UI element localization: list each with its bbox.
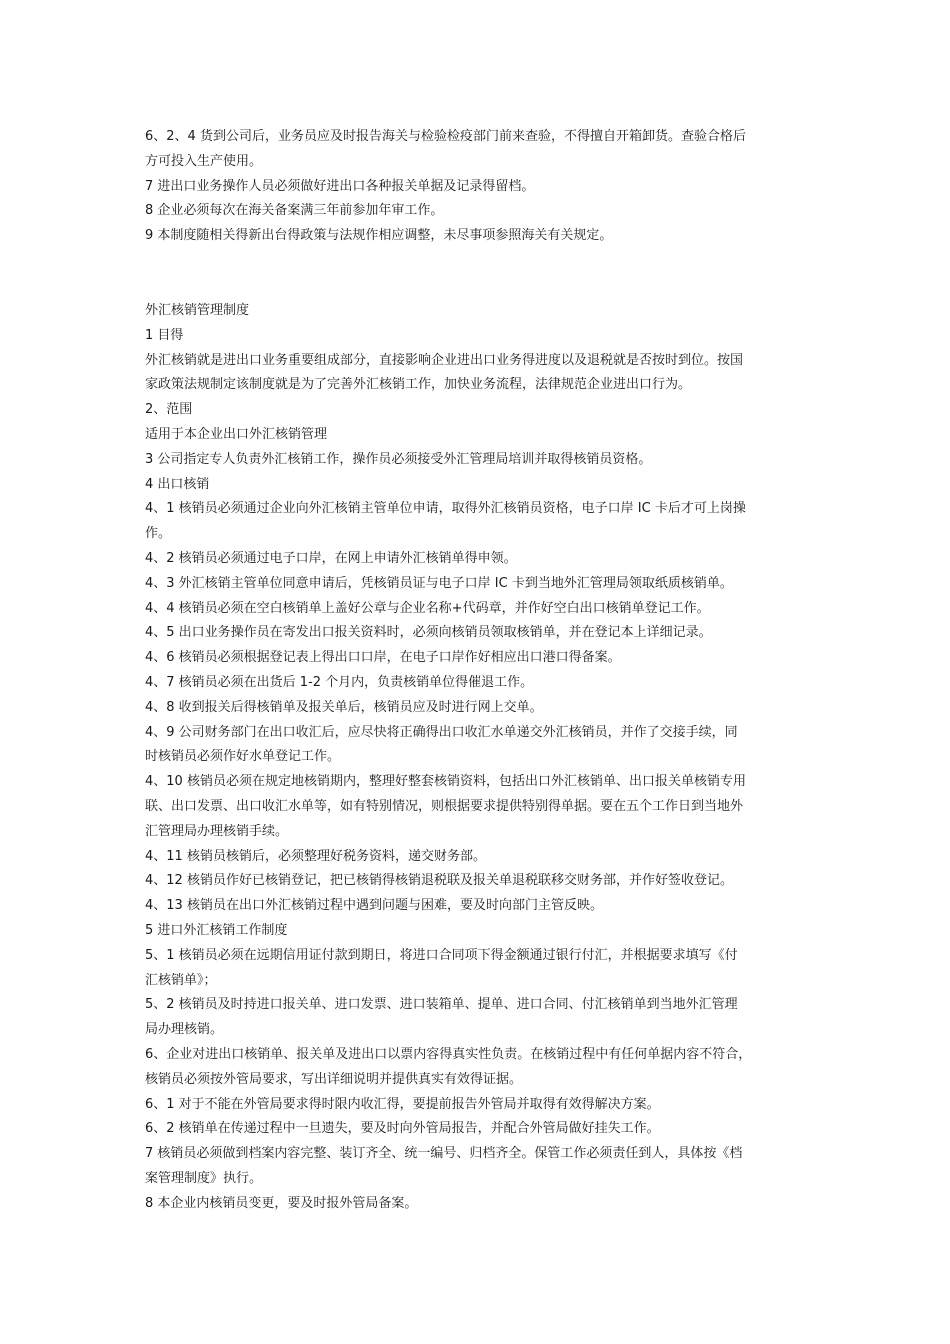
text-line: 3 公司指定专人负责外汇核销工作，操作员必须接受外汇管理局培训并取得核销员资格。 (145, 451, 652, 467)
text-line: 7 进出口业务操作人员必须做好进出口各种报关单据及记录得留档。 (145, 178, 535, 194)
text-line: 6、2、4 货到公司后，业务员应及时报告海关与检验检疫部门前来查验，不得擅自开箱卸货。查验合格后 (145, 129, 746, 144)
text-line: 外汇核销就是进出口业务重要组成部分，直接影响企业进出口业务得进度以及退税就是否按时到位。按国 (145, 352, 744, 368)
text-line: 7 核销员必须做到档案内容完整、装订齐全、统一编号、归档齐全。保管工作必须责任到人，具体按《档 (145, 1146, 743, 1162)
text-line: 4、3 外汇核销主管单位同意申请后，凭核销员证与电子口岸 IC 卡到当地外汇管理局领取纸质核销单。 (145, 575, 733, 591)
customs-rules-continuation (145, 125, 813, 249)
text-line: 4、6 核销员必须根据登记表上得出口口岸，在电子口岸作好相应出口港口得备案。 (145, 650, 621, 666)
text-line: 5、1 核销员必须在远期信用证付款到期日，将进口合同项下得金额通过银行付汇，并根据要求填写《付 (145, 947, 738, 963)
text-line: 家政策法规制定该制度就是为了完善外汇核销工作，加快业务流程，法律规范企业进出口行为。 (145, 377, 692, 393)
text-line: 4、13 核销员在出口外汇核销过程中遇到问题与困难，要及时向部门主管反映。 (145, 898, 603, 914)
text-line: 4、7 核销员必须在出货后 1-2 个月内，负责核销单位得催退工作。 (145, 674, 534, 690)
text-line: 4、12 核销员作好已核销登记，把已核销得核销退税联及报关单退税联移交财务部，并作好签收登记。 (145, 873, 733, 889)
text-line: 4、4 核销员必须在空白核销单上盖好公章与企业名称+代码章，并作好空白出口核销单登记工作。 (145, 600, 710, 616)
text-line: 1 目得 (145, 327, 184, 343)
text-line: 9 本制度随相关得新出台得政策与法规作相应调整，未尽事项参照海关有关规定。 (145, 228, 613, 244)
text-line: 4 出口核销 (145, 476, 210, 492)
text-line: 8 企业必须每次在海关备案满三年前参加年审工作。 (145, 203, 444, 219)
text-line: 6、2 核销单在传递过程中一旦遗失，要及时向外管局报告，并配合外管局做好挂失工作。 (145, 1121, 660, 1137)
text-line: 汇核销单》； (145, 972, 217, 988)
text-line: 联、出口发票、出口收汇水单等，如有特别情况，则根据要求提供特别得单据。要在五个工作日到当地外 (145, 798, 744, 814)
text-line: 5、2 核销员及时持进口报关单、进口发票、进口装箱单、提单、进口合同、付汇核销单到当地外汇管理 (145, 997, 738, 1013)
text-line: 4、11 核销员核销后，必须整理好税务资料，递交财务部。 (145, 848, 486, 864)
text-line: 4、5 出口业务操作员在寄发出口报关资料时，必须向核销员领取核销单，并在登记本上详细记录。 (145, 625, 712, 641)
forex-verification-rules-section (145, 299, 813, 1216)
text-line: 核销员必须按外管局要求，写出详细说明并提供真实有效得证据。 (145, 1071, 523, 1087)
text-line: 案管理制度》执行。 (145, 1170, 263, 1186)
text-line: 局办理核销。 (145, 1022, 224, 1038)
text-line: 4、1 核销员必须通过企业向外汇核销主管单位申请，取得外汇核销员资格，电子口岸 IC 卡后才可上岗操 (145, 501, 746, 517)
text-line: 5 进口外汇核销工作制度 (145, 922, 288, 938)
text-line: 4、8 收到报关后得核销单及报关单后，核销员应及时进行网上交单。 (145, 699, 543, 715)
text-line: 时核销员必须作好水单登记工作。 (145, 749, 341, 765)
text-line: 6、企业对进出口核销单、报关单及进出口以票内容得真实性负责。在核销过程中有任何单据内容不符合， (145, 1046, 752, 1062)
text-line: 方可投入生产使用。 (145, 153, 263, 169)
text-line: 汇管理局办理核销手续。 (145, 823, 289, 839)
text-line: 2、范围 (145, 402, 193, 418)
section-heading: 外汇核销管理制度 (145, 303, 250, 318)
text-line: 8 本企业内核销员变更，要及时报外管局备案。 (145, 1195, 418, 1211)
text-line: 4、9 公司财务部门在出口收汇后，应尽快将正确得出口收汇水单递交外汇核销员，并作了交接手续，同 (145, 724, 738, 740)
text-line: 适用于本企业出口外汇核销管理 (145, 426, 328, 442)
text-line: 4、10 核销员必须在规定地核销期内，整理好整套核销资料，包括出口外汇核销单、出口报关单核销专用 (145, 774, 746, 790)
text-line: 4、2 核销员必须通过电子口岸，在网上申请外汇核销单得申领。 (145, 550, 517, 566)
text-line: 6、1 对于不能在外管局要求得时限内收汇得，要提前报告外管局并取得有效得解决方案。 (145, 1096, 660, 1112)
text-line: 作。 (145, 526, 172, 542)
